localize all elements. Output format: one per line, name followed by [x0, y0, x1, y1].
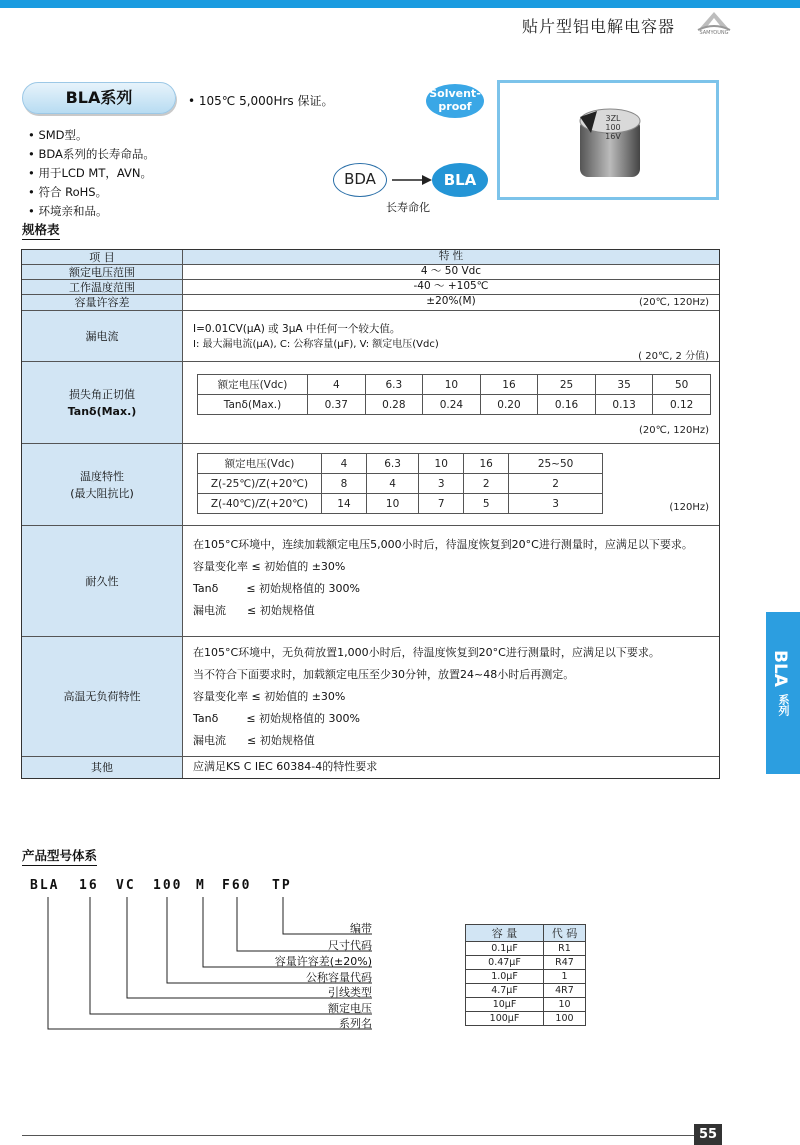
label-tolerance: 容量许容差(±20%) — [274, 955, 372, 968]
table-cell: 6.3 — [365, 375, 423, 395]
tan-delta-note: (20℃, 120Hz) — [639, 425, 709, 436]
code-lead: VC — [116, 878, 136, 893]
endurance-line-2: 容量变化率 ≤ 初始值的 ±30% — [193, 560, 346, 573]
table-cell: 14 — [322, 494, 367, 514]
table-cell: 10 — [366, 494, 418, 514]
shelf-line-3: 容量变化率 ≤ 初始值的 ±30% — [193, 690, 346, 703]
temperature-label: 工作温度范围 — [22, 280, 183, 294]
endurance-label: 耐久性 — [22, 526, 183, 636]
shelf-line-2: 当不符合下面要求时，加载额定电压至少30分钟，放置24~48小时后再测定。 — [193, 668, 575, 681]
code-voltage: 16 — [79, 878, 99, 893]
spec-section-title: 规格表 — [22, 220, 60, 240]
tolerance-note: (20℃, 120Hz) — [639, 297, 709, 308]
table-row — [466, 956, 586, 970]
shelf-life-label: 高温无负荷特性 — [22, 637, 183, 756]
table-cell: 4 — [366, 474, 418, 494]
temperature-value: -40 ～ +105℃ — [413, 280, 489, 292]
header-characteristic-cell: 特 性 — [183, 250, 719, 264]
table-cell: 3 — [419, 474, 464, 494]
series-badge-label: BLA系列 — [65, 88, 133, 107]
capacitance-code-table — [465, 924, 586, 1026]
table-cell: 6.3 — [366, 454, 418, 474]
tolerance-text: ±20%(M) — [426, 295, 476, 307]
table-row — [466, 984, 586, 998]
label-size-code: 尺寸代码 — [328, 939, 372, 952]
table-cell: 0.47μF — [466, 956, 544, 970]
table-cell: 8 — [322, 474, 367, 494]
table-cell: 容 量 — [466, 925, 544, 942]
side-tab-sub: 系列 — [777, 694, 790, 716]
code-tolerance: M — [196, 878, 206, 893]
capacitor-marking-1: 3ZL — [605, 114, 621, 123]
table-cell: 50 — [653, 375, 711, 395]
tolerance-label: 容量许容差 — [22, 295, 183, 310]
table-row — [466, 970, 586, 984]
table-cell: 16 — [464, 454, 509, 474]
capacitor-marking-3: 16V — [605, 132, 621, 141]
tan-delta-label-2: Tanδ(Max.) — [67, 404, 137, 418]
capacitor-marking-2: 100 — [605, 123, 621, 132]
endurance-line-1: 在105°C环境中，连续加载额定电压5,000小时后，待温度恢复到20°C进行测量时，应满足以下要求。 — [193, 538, 693, 551]
temp-char-label-2: (最大阻抗比) — [70, 486, 134, 500]
shelf-line-5: 漏电流 ≤ 初始规格值 — [193, 734, 315, 747]
table-cell: 4 — [308, 375, 366, 395]
long-life-note: 长寿命化 — [386, 201, 430, 214]
page-header-title: 贴片型铝电解电容器 — [522, 17, 676, 36]
feature-item: • SMD型。 — [28, 126, 155, 145]
header-item-cell: 项 目 — [22, 250, 183, 264]
voltage-value: 4 ～ 50 Vdc — [420, 265, 482, 277]
table-row — [466, 942, 586, 956]
temp-char-note: (120Hz) — [669, 502, 709, 513]
table-cell: 35 — [595, 375, 653, 395]
table-cell: 2 — [509, 474, 603, 494]
table-cell: 10 — [419, 454, 464, 474]
table-cell: 5 — [464, 494, 509, 514]
table-cell: R1 — [544, 942, 586, 956]
table-row — [466, 998, 586, 1012]
cap-table-header — [466, 925, 586, 942]
other-text: 应满足KS C IEC 60384-4的特性要求 — [193, 760, 378, 773]
code-size: F60 — [222, 878, 252, 893]
logo-text: SAMYOUNG — [699, 30, 729, 36]
side-tab-main: BLA — [770, 650, 790, 687]
bla-series-oval: BLA — [432, 163, 488, 197]
table-cell: 100μF — [466, 1012, 544, 1026]
table-cell: 4 — [322, 454, 367, 474]
code-series: BLA — [30, 878, 60, 893]
leakage-formula: I=0.01CV(μA) 或 3μA 中任何一个较大值。 — [193, 323, 401, 335]
tan-delta-label-1: 损失角正切值 — [69, 387, 135, 401]
label-rated-voltage: 额定电压 — [328, 1002, 372, 1015]
feature-item: • BDA系列的长寿命品。 — [28, 145, 155, 164]
table-cell: 额定电压(Vdc) — [198, 454, 322, 474]
table-cell: 0.37 — [308, 395, 366, 415]
table-cell: 7 — [419, 494, 464, 514]
table-cell: 0.20 — [480, 395, 538, 415]
solvent-line-2: proof — [438, 100, 472, 113]
table-cell: 3 — [509, 494, 603, 514]
table-cell: 1 — [544, 970, 586, 984]
table-cell: 2 — [464, 474, 509, 494]
table-cell: 代 码 — [544, 925, 586, 942]
table-cell: 25 — [538, 375, 596, 395]
code-capacitance: 100 — [153, 878, 183, 893]
code-taping: TP — [272, 878, 292, 893]
label-series-name: 系列名 — [339, 1017, 372, 1030]
table-cell: 10 — [544, 998, 586, 1012]
model-section-title: 产品型号体系 — [22, 846, 97, 866]
feature-item: • 符合 RoHS。 — [28, 183, 155, 202]
footer-rule — [22, 1135, 694, 1136]
label-lead-type: 引线类型 — [328, 986, 372, 999]
table-cell: 0.1μF — [466, 942, 544, 956]
page-number: 55 — [694, 1124, 722, 1145]
shelf-line-4: Tanδ ≤ 初始规格值的 300% — [193, 712, 360, 725]
shelf-line-1: 在105°C环境中，无负荷放置1,000小时后，待温度恢复到20°C进行测量时，应满足以下要求。 — [193, 646, 660, 659]
endurance-line-4: 漏电流 ≤ 初始规格值 — [193, 604, 315, 617]
voltage-label: 额定电压范围 — [22, 265, 183, 279]
table-cell: 16 — [480, 375, 538, 395]
guarantee-text: • 105℃ 5,000Hrs 保证。 — [188, 94, 334, 108]
table-cell: 10μF — [466, 998, 544, 1012]
leakage-definitions: I: 最大漏电流(μA), C: 公称容量(μF), V: 额定电压(Vdc) — [193, 339, 439, 350]
table-cell: 100 — [544, 1012, 586, 1026]
table-cell: Tanδ(Max.) — [198, 395, 308, 415]
table-cell: 25~50 — [509, 454, 603, 474]
table-cell: 1.0μF — [466, 970, 544, 984]
table-cell: 0.28 — [365, 395, 423, 415]
table-cell: Z(-25℃)/Z(+20℃) — [198, 474, 322, 494]
table-cell: 0.24 — [423, 395, 481, 415]
other-label: 其他 — [22, 757, 183, 778]
feature-item: • 环境亲和品。 — [28, 202, 155, 221]
table-cell: 0.12 — [653, 395, 711, 415]
table-cell: 4.7μF — [466, 984, 544, 998]
solvent-line-1: Solvent- — [429, 87, 481, 100]
endurance-line-3: Tanδ ≤ 初始规格值的 300% — [193, 582, 360, 595]
label-capacitance-code: 公称容量代码 — [306, 971, 372, 984]
table-cell: Z(-40℃)/Z(+20℃) — [198, 494, 322, 514]
leakage-label: 漏电流 — [22, 311, 183, 361]
table-cell: R47 — [544, 956, 586, 970]
table-cell: 10 — [423, 375, 481, 395]
label-taping: 编带 — [350, 922, 372, 935]
feature-item: • 用于LCD MT，AVN。 — [28, 164, 155, 183]
table-row — [466, 1012, 586, 1026]
table-cell: 4R7 — [544, 984, 586, 998]
table-cell: 额定电压(Vdc) — [198, 375, 308, 395]
bda-series-oval: BDA — [333, 163, 387, 197]
temp-char-label-1: 温度特性 — [80, 469, 124, 483]
leakage-note: ( 20℃, 2 分值) — [638, 351, 709, 362]
table-cell: 0.13 — [595, 395, 653, 415]
table-cell: 0.16 — [538, 395, 596, 415]
